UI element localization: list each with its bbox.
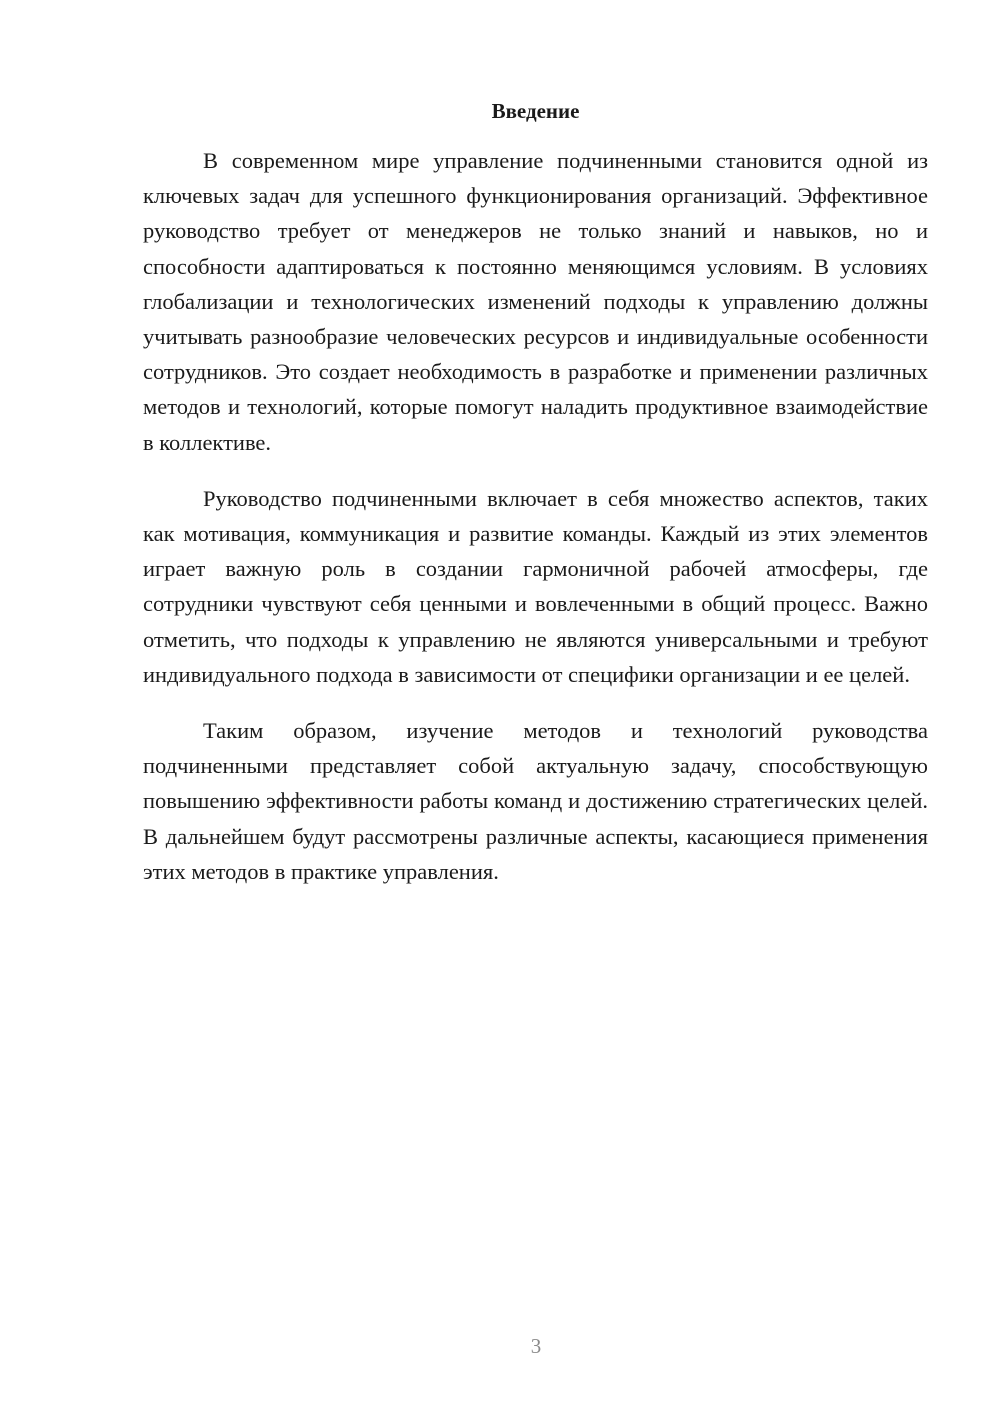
body-text: [143, 143, 928, 910]
page-number: 3: [530, 1334, 542, 1358]
section-heading: Введение: [491, 99, 580, 123]
paragraph-3: Таким образом, изучение методов и технологий руководства подчиненными представляет собой актуальную задачу, способствующую повышению эффективности работы команд и достижению стратегических целей. В дальнейшем будут рассмотрены различные аспекты, касающиеся применения этих методов в практике управления.: [143, 718, 928, 884]
paragraph-2: Руководство подчиненными включает в себя множество аспектов, таких как мотивация, коммуникация и развитие команды. Каждый из этих элементов играет важную роль в создании гармоничной рабочей атмосферы, где сотрудники чувствуют себя ценными и вовлеченными в общий процесс. Важно отметить, что подходы к управлению не являются универсальными и требуют индивидуального подхода в зависимости от специфики организации и ее целей.: [143, 485, 928, 687]
paragraph-1: В современном мире управление подчиненными становится одной из ключевых задач для успешного функционирования организаций. Эффективное руководство требует от менеджеров не только знаний и навыков, но и способности адаптироваться к постоянно меняющимся условиям. В условиях глобализации и технологических изменений подходы к управлению должны учитывать разнообразие человеческих ресурсов и индивидуальные особенности сотрудников. Это создает необходимость в разработке и применении различных методов и технологий, которые помогут наладить продуктивное взаимодействие в коллективе.: [143, 148, 928, 455]
